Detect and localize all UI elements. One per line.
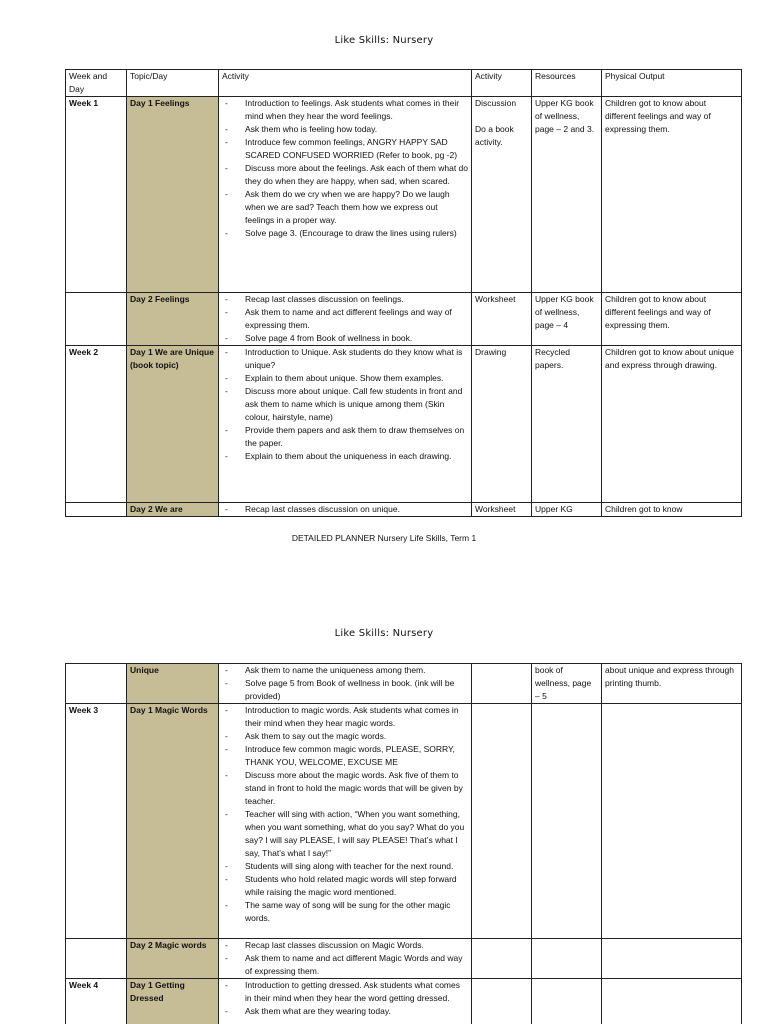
activity-item: - Ask them do we cry when we are happy? Do we laugh when we are sad? Teach them how we express out feelings in a proper way. — [222, 188, 468, 227]
activity-cell — [219, 97, 472, 293]
table-row — [66, 664, 742, 704]
activity-item: - Solve page 3. (Encourage to draw the lines using rulers) — [222, 227, 468, 240]
activity-cell — [219, 939, 472, 979]
week-cell — [66, 293, 127, 346]
header-row — [66, 70, 742, 97]
activity-item: - Discuss more about unique. Call few students in front and ask them to name which is unique among them (Skin colour, hairstyle, name) — [222, 385, 468, 424]
activity-type-cell: Discussion Do a book activity. — [472, 97, 532, 293]
table-row — [66, 97, 742, 293]
week-cell: Week 2 — [66, 346, 127, 503]
activity-item: - Ask them to say out the magic words. — [222, 730, 468, 743]
activity-item: - Students will sing along with teacher for the next round. — [222, 860, 468, 873]
resources-cell: Upper KG book of wellness, page – 2 and 3. — [532, 97, 602, 293]
week-cell: Week 4 — [66, 979, 127, 1024]
resources-cell — [532, 979, 602, 1024]
activity-item: - Introduction to getting dressed. Ask students what comes in their mind when they hear the word getting dressed. — [222, 979, 468, 1005]
output-cell — [602, 939, 742, 979]
topic-cell: Day 1 We are Unique (book topic) — [127, 346, 219, 503]
activity-item: - Students who hold related magic words will step forward while raising the magic word mentioned. — [222, 873, 468, 899]
table-row — [66, 503, 742, 517]
output-cell — [602, 979, 742, 1024]
resources-cell — [532, 939, 602, 979]
page-title: Like Skills: Nursery — [334, 628, 434, 639]
activity-item: - Recap last classes discussion on Magic Words. — [222, 939, 468, 952]
activity-item: - Introduce few common feelings, ANGRY HAPPY SAD SCARED CONFUSED WORRIED (Refer to book, pg -2) — [222, 136, 468, 162]
table-row — [66, 293, 742, 346]
resources-cell: book of wellness, page – 5 — [532, 664, 602, 704]
topic-cell: Day 1 Feelings — [127, 97, 219, 293]
column-header: Activity — [472, 70, 532, 97]
week-cell: Week 1 — [66, 97, 127, 293]
column-header: Topic/Day — [127, 70, 219, 97]
activity-item: - Ask them to name the uniqueness among them. — [222, 664, 468, 677]
activity-type-cell — [472, 704, 532, 939]
table-row — [66, 704, 742, 939]
activity-item: - Teacher will sing with action, “When you want something, when you want something, what do you say? What do you say? I will say PLEASE, I will say PLEASE! That’s what I say, That’s what I say!” — [222, 808, 468, 860]
activity-cell — [219, 293, 472, 346]
activity-type-cell — [472, 979, 532, 1024]
week-cell: Week 3 — [66, 704, 127, 939]
column-header: Week and Day — [66, 70, 127, 97]
week-cell — [66, 503, 127, 517]
output-cell — [602, 704, 742, 939]
planner-table — [65, 69, 742, 517]
activity-cell — [219, 503, 472, 517]
activity-item: - Discuss more about the feelings. Ask each of them what do they do when they are happy, when sad, when scared. — [222, 162, 468, 188]
activity-item: - Ask them to name and act different Magic Words and way of expressing them. — [222, 952, 468, 978]
activity-type-cell: Worksheet — [472, 503, 532, 517]
activity-item: - Introduction to magic words. Ask students what comes in their mind when they hear magic words. — [222, 704, 468, 730]
activity-item: - Introduction to Unique. Ask students do they know what is unique? — [222, 346, 468, 372]
activity-type-cell — [472, 664, 532, 704]
activity-item: - Introduction to feelings. Ask students what comes in their mind when they hear the word feelings. — [222, 97, 468, 123]
planner-table — [65, 663, 742, 1024]
page2-clip — [0, 662, 768, 1024]
table-row — [66, 979, 742, 1024]
activity-item: - Recap last classes discussion on unique. — [222, 503, 468, 516]
week-cell — [66, 939, 127, 979]
activity-cell — [219, 346, 472, 503]
week-cell — [66, 664, 127, 704]
activity-item: - Ask them who is feeling how today. — [222, 123, 468, 136]
topic-cell: Day 2 Magic words — [127, 939, 219, 979]
activity-item: - Ask them to name and act different feelings and way of expressing them. — [222, 306, 468, 332]
activity-cell — [219, 704, 472, 939]
activity-item: - Discuss more about the magic words. Ask five of them to stand in front to hold the magic words that will be given by teacher. — [222, 769, 468, 808]
activity-item: - Explain to them about unique. Show them examples. — [222, 372, 468, 385]
topic-cell: Day 2 Feelings — [127, 293, 219, 346]
table-row — [66, 346, 742, 503]
activity-cell — [219, 979, 472, 1024]
topic-cell: Day 1 Magic Words — [127, 704, 219, 939]
output-cell: Children got to know about different feelings and way of expressing them. — [602, 97, 742, 293]
activity-item: - Introduce few common magic words, PLEASE, SORRY, THANK YOU, WELCOME, EXCUSE ME — [222, 743, 468, 769]
output-cell: Children got to know about different feelings and way of expressing them. — [602, 293, 742, 346]
activity-item: - Recap last classes discussion on feelings. — [222, 293, 468, 306]
activity-item: - Provide them papers and ask them to draw themselves on the paper. — [222, 424, 468, 450]
table-row — [66, 939, 742, 979]
activity-type-cell: Worksheet — [472, 293, 532, 346]
column-header: Resources — [532, 70, 602, 97]
column-header: Physical Output — [602, 70, 742, 97]
resources-cell: Recycled papers. — [532, 346, 602, 503]
topic-cell: Unique — [127, 664, 219, 704]
output-cell: about unique and express through printing thumb. — [602, 664, 742, 704]
activity-item: - Solve page 4 from Book of wellness in book. — [222, 332, 468, 345]
resources-cell — [532, 704, 602, 939]
page-title: Like Skills: Nursery — [334, 35, 434, 46]
activity-item: - The same way of song will be sung for the other magic words. — [222, 899, 468, 925]
output-cell: Children got to know about unique and express through drawing. — [602, 346, 742, 503]
activity-item: - Ask them what are they wearing today. — [222, 1005, 468, 1018]
activity-item: - Solve page 5 from Book of wellness in book. (ink will be provided) — [222, 677, 468, 703]
resources-cell: Upper KG — [532, 503, 602, 517]
column-header: Activity — [219, 70, 472, 97]
activity-type-cell: Drawing — [472, 346, 532, 503]
activity-cell — [219, 664, 472, 704]
topic-cell: Day 1 Getting Dressed — [127, 979, 219, 1024]
page-footer: DETAILED PLANNER Nursery Life Skills, Term 1 — [291, 533, 477, 543]
topic-cell: Day 2 We are — [127, 503, 219, 517]
output-cell: Children got to know — [602, 503, 742, 517]
activity-item: - Explain to them about the uniqueness in each drawing. — [222, 450, 468, 463]
resources-cell: Upper KG book of wellness, page – 4 — [532, 293, 602, 346]
activity-type-cell — [472, 939, 532, 979]
